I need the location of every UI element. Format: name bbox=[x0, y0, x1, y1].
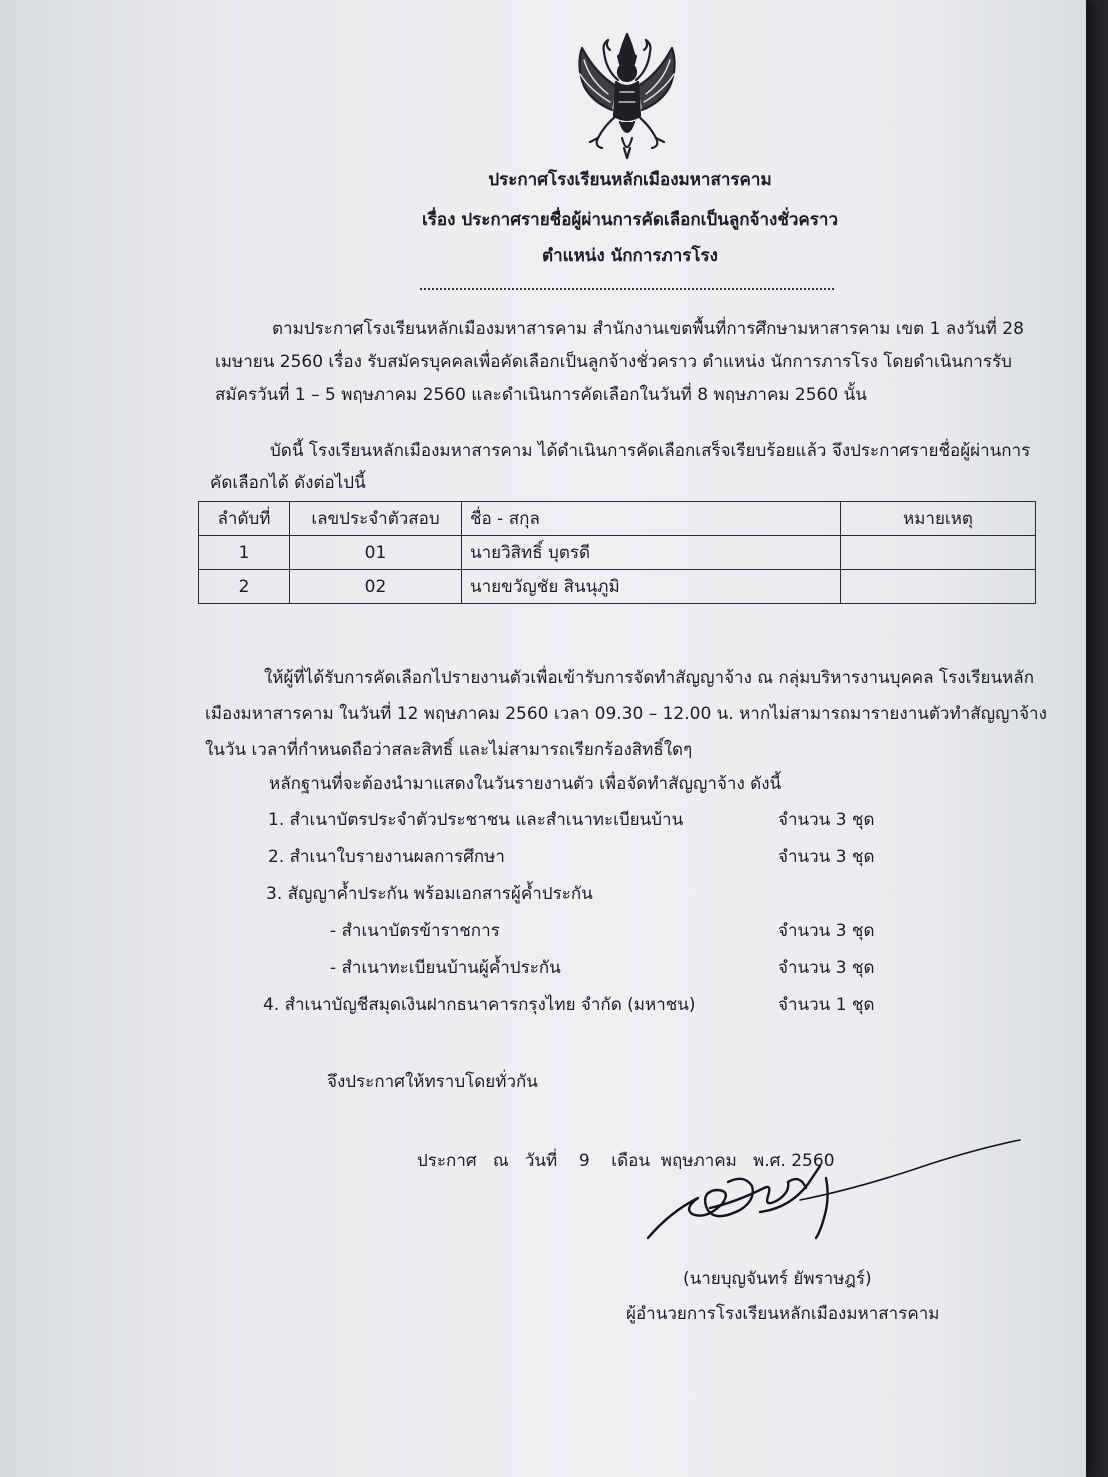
evidence-item-label: 1. สำเนาบัตรประจำตัวประชาชน และสำเนาทะเบียนบ้าน bbox=[268, 810, 684, 830]
row-order: 1 bbox=[199, 536, 290, 570]
evidence-subitem-label: - สำเนาทะเบียนบ้านผู้ค้ำประกัน bbox=[330, 958, 561, 978]
evidence-heading: หลักฐานที่จะต้องนำมาแสดงในวันรายงานตัว เพื่อจัดทำสัญญาจ้าง ดังนี้ bbox=[269, 774, 782, 794]
report-line-2: เมืองมหาสารคาม ในวันที่ 12 พฤษภาคม 2560 เวลา 09.30 – 12.00 น. หากไม่สามารถมารายงานตัวทำสัญญาจ้าง bbox=[205, 704, 1047, 724]
header-note: หมายเหตุ bbox=[841, 502, 1036, 536]
title-line-3: ตำแหน่ง นักการภารโรง bbox=[542, 246, 718, 266]
announce-line-2: คัดเลือกได้ ดังต่อไปนี้ bbox=[210, 473, 366, 493]
table-header-row bbox=[199, 502, 1036, 536]
row-order: 2 bbox=[199, 570, 290, 604]
garuda-emblem-icon bbox=[568, 30, 686, 162]
row-note bbox=[841, 536, 1036, 570]
announcement-date: ประกาศ ณ วันที่ 9 เดือน พฤษภาคม พ.ศ. 2560 bbox=[417, 1151, 835, 1171]
intro-line-1: ตามประกาศโรงเรียนหลักเมืองมหาสารคาม สำนักงานเขตพื้นที่การศึกษามหาสารคาม เขต 1 ลงวันที่ 28 bbox=[272, 319, 1024, 339]
report-line-3: ในวัน เวลาที่กำหนดถือว่าสละสิทธิ์ และไม่สามารถเรียกร้องสิทธิ์ใดๆ bbox=[205, 740, 693, 760]
selected-candidates-table bbox=[198, 501, 1036, 604]
announce-line-1: บัดนี้ โรงเรียนหลักเมืองมหาสารคาม ได้ดำเนินการคัดเลือกเสร็จเรียบร้อยแล้ว จึงประกาศรายชื่อผู้ผ่านการ bbox=[270, 441, 1031, 461]
header-order: ลำดับที่ bbox=[199, 502, 290, 536]
row-name: นายวิสิทธิ์ บุตรดี bbox=[462, 536, 841, 570]
evidence-subitem-label: - สำเนาบัตรข้าราชการ bbox=[330, 921, 500, 941]
evidence-item-label: 4. สำเนาบัญชีสมุดเงินฝากธนาคารกรุงไทย จำกัด (มหาชน) bbox=[263, 995, 696, 1015]
row-exam-id: 02 bbox=[290, 570, 462, 604]
dotted-divider bbox=[420, 288, 834, 290]
intro-line-2: เมษายน 2560 เรื่อง รับสมัครบุคคลเพื่อคัดเลือกเป็นลูกจ้างชั่วคราว ตำแหน่ง นักการภารโรง โดยดำเนินการรับ bbox=[215, 352, 1012, 372]
title-line-1: ประกาศโรงเรียนหลักเมืองมหาสารคาม bbox=[488, 170, 772, 190]
row-note bbox=[841, 570, 1036, 604]
evidence-item-count: จำนวน 3 ชุด bbox=[778, 921, 875, 941]
header-exam-id: เลขประจำตัวสอบ bbox=[290, 502, 462, 536]
evidence-item-count: จำนวน 3 ชุด bbox=[778, 958, 875, 978]
title-line-2: เรื่อง ประกาศรายชื่อผู้ผ่านการคัดเลือกเป็นลูกจ้างชั่วคราว bbox=[421, 210, 839, 230]
closing-notice: จึงประกาศให้ทราบโดยทั่วกัน bbox=[327, 1072, 538, 1092]
evidence-item-label: 2. สำเนาใบรายงานผลการศึกษา bbox=[268, 847, 505, 867]
evidence-item-count: จำนวน 3 ชุด bbox=[778, 847, 875, 867]
intro-line-3: สมัครวันที่ 1 – 5 พฤษภาคม 2560 และดำเนินการคัดเลือกในวันที่ 8 พฤษภาคม 2560 นั้น bbox=[215, 385, 867, 405]
signature-icon bbox=[640, 1138, 1025, 1248]
table-row bbox=[199, 570, 1036, 604]
evidence-item-label: 3. สัญญาค้ำประกัน พร้อมเอกสารผู้ค้ำประกัน bbox=[266, 884, 593, 904]
header-name: ชื่อ - สกุล bbox=[462, 502, 841, 536]
table-row bbox=[199, 536, 1036, 570]
row-exam-id: 01 bbox=[290, 536, 462, 570]
signer-name: (นายบุญจันทร์ ยัพราษฎร์) bbox=[683, 1269, 872, 1289]
signer-title: ผู้อำนวยการโรงเรียนหลักเมืองมหาสารคาม bbox=[626, 1304, 940, 1324]
row-name: นายขวัญชัย สินนุภูมิ bbox=[462, 570, 841, 604]
evidence-item-count: จำนวน 1 ชุด bbox=[778, 995, 875, 1015]
report-line-1: ให้ผู้ที่ได้รับการคัดเลือกไปรายงานตัวเพื่อเข้ารับการจัดทำสัญญาจ้าง ณ กลุ่มบริหารงานบุคคล โรงเรียนหลัก bbox=[264, 668, 1035, 688]
evidence-item-count: จำนวน 3 ชุด bbox=[778, 810, 875, 830]
